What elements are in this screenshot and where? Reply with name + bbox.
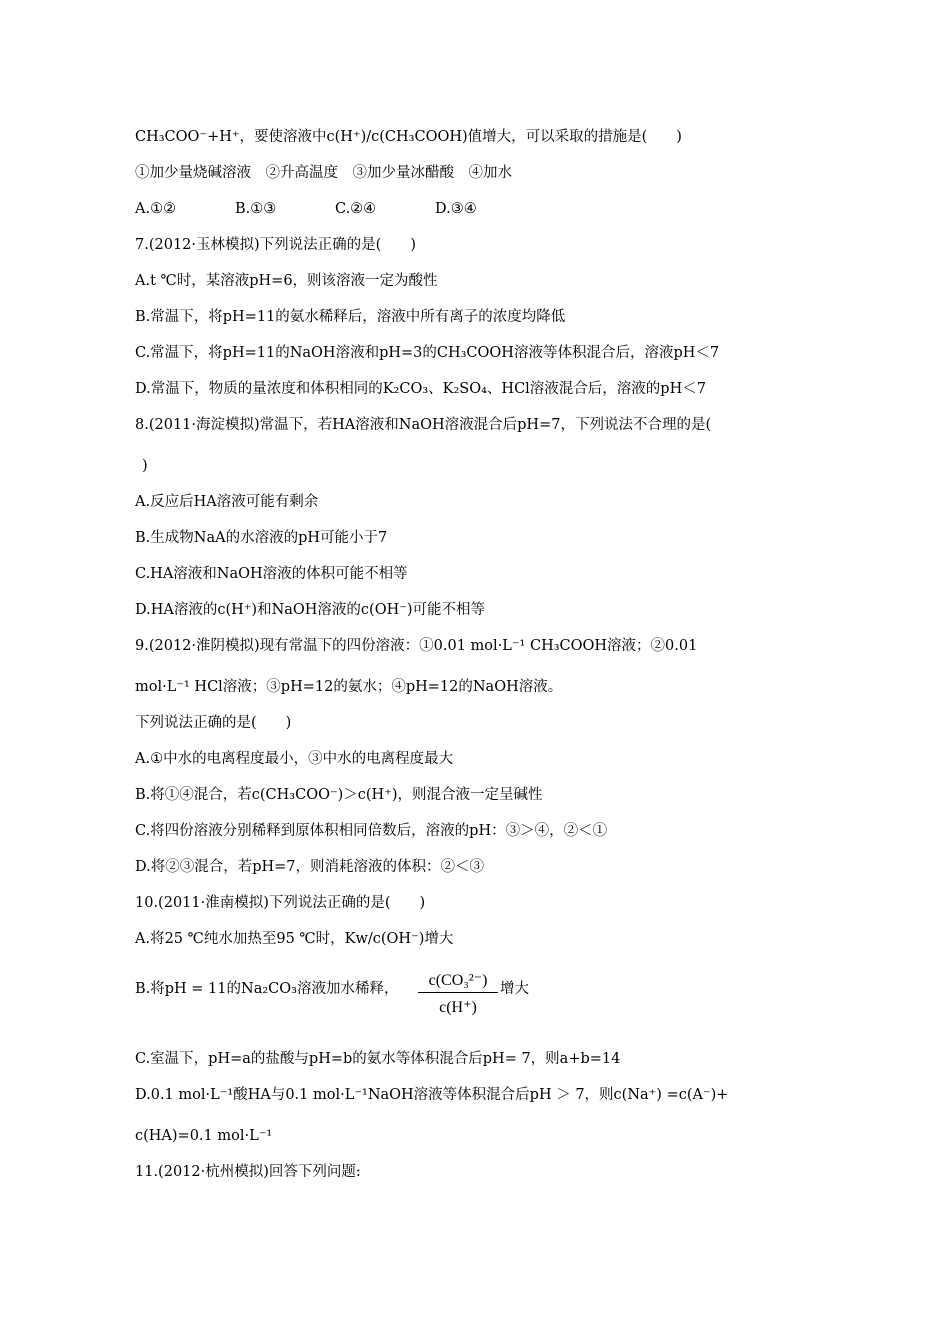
q8-stem: 8.(2011·海淀模拟)常温下，若HA溶液和NaOH溶液混合后pH=7，下列说法不合理的是( [135,417,712,433]
fraction-numerator: c(CO₃²⁻) [418,970,498,993]
q7-option-a: A.t ℃时，某溶液pH=6，则该溶液一定为酸性 [135,273,438,289]
q7-option-b: B.常温下，将pH=11的氨水稀释后，溶液中所有离子的浓度均降低 [135,309,566,325]
q10-option-d: D.0.1 mol·L⁻¹酸HA与0.1 mol·L⁻¹NaOH溶液等体积混合后pH ＞ 7，则c(Na⁺) =c(A⁻)+ [135,1087,729,1103]
q10-option-c: C.室温下，pH=a的盐酸与pH=b的氨水等体积混合后pH= 7，则a+b=14 [135,1051,621,1067]
q6-option-c: C.②④ [335,201,377,217]
q9-stem-cont: mol·L⁻¹ HCl溶液；③pH=12的氨水；④pH=12的NaOH溶液。 [135,679,563,695]
q10-stem: 10.(2011·淮南模拟)下列说法正确的是( ) [135,895,426,911]
q9-option-c: C.将四份溶液分别稀释到原体积相同倍数后，溶液的pH：③＞④，②＜① [135,823,608,839]
q8-stem-close: ) [142,458,148,474]
q6-option-b: B.①③ [235,201,277,217]
q9-stem: 9.(2012·淮阴模拟)现有常温下的四份溶液：①0.01 mol·L⁻¹ CH₃COOH溶液；②0.01 [135,638,698,654]
q9-option-d: D.将②③混合，若pH=7，则消耗溶液的体积：②＜③ [135,859,485,875]
q9-option-a: A.①中水的电离程度最小，③中水的电离程度最大 [135,751,454,767]
q8-option-b: B.生成物NaA的水溶液的pH可能小于7 [135,530,388,546]
q6-option-d: D.③④ [435,201,477,217]
q7-option-c: C.常温下，将pH=11的NaOH溶液和pH=3的CH₃COOH溶液等体积混合后，溶液pH＜7 [135,345,720,361]
q11-stem: 11.(2012·杭州模拟)回答下列问题: [135,1164,361,1180]
q7-option-d: D.常温下，物质的量浓度和体积相同的K₂CO₃、K₂SO₄、HCl溶液混合后，溶液的pH＜7 [135,381,706,397]
q10-option-a: A.将25 ℃纯水加热至95 ℃时，Kw/c(OH⁻)增大 [135,931,454,947]
q9-option-b: B.将①④混合，若c(CH₃COO⁻)＞c(H⁺)，则混合液一定呈碱性 [135,787,543,803]
q9-question: 下列说法正确的是( ) [135,715,292,731]
q6-option-a: A.①② [135,201,177,217]
fraction-denominator: c(H⁺) [439,999,477,1016]
q6-measures: ①加少量烧碱溶液 ②升高温度 ③加少量冰醋酸 ④加水 [135,165,512,181]
q6-options [135,199,535,219]
q8-option-c: C.HA溶液和NaOH溶液的体积可能不相等 [135,566,408,582]
q10-option-d-cont: c(HA)=0.1 mol·L⁻¹ [135,1128,273,1144]
q7-stem: 7.(2012·玉林模拟)下列说法正确的是( ) [135,237,416,253]
q10-option-b-tail: 增大 [500,981,529,997]
q8-option-a: A.反应后HA溶液可能有剩余 [135,494,319,510]
q8-option-d: D.HA溶液的c(H⁺)和NaOH溶液的c(OH⁻)可能不相等 [135,602,486,618]
q10-fraction [418,970,498,1017]
q10-option-b: B.将pH = 11的Na₂CO₃溶液加水稀释， [135,981,399,997]
q6-stem-tail: CH₃COO⁻+H⁺，要使溶液中c(H⁺)/c(CH₃COOH)值增大，可以采取的措施是( ) [135,129,682,145]
